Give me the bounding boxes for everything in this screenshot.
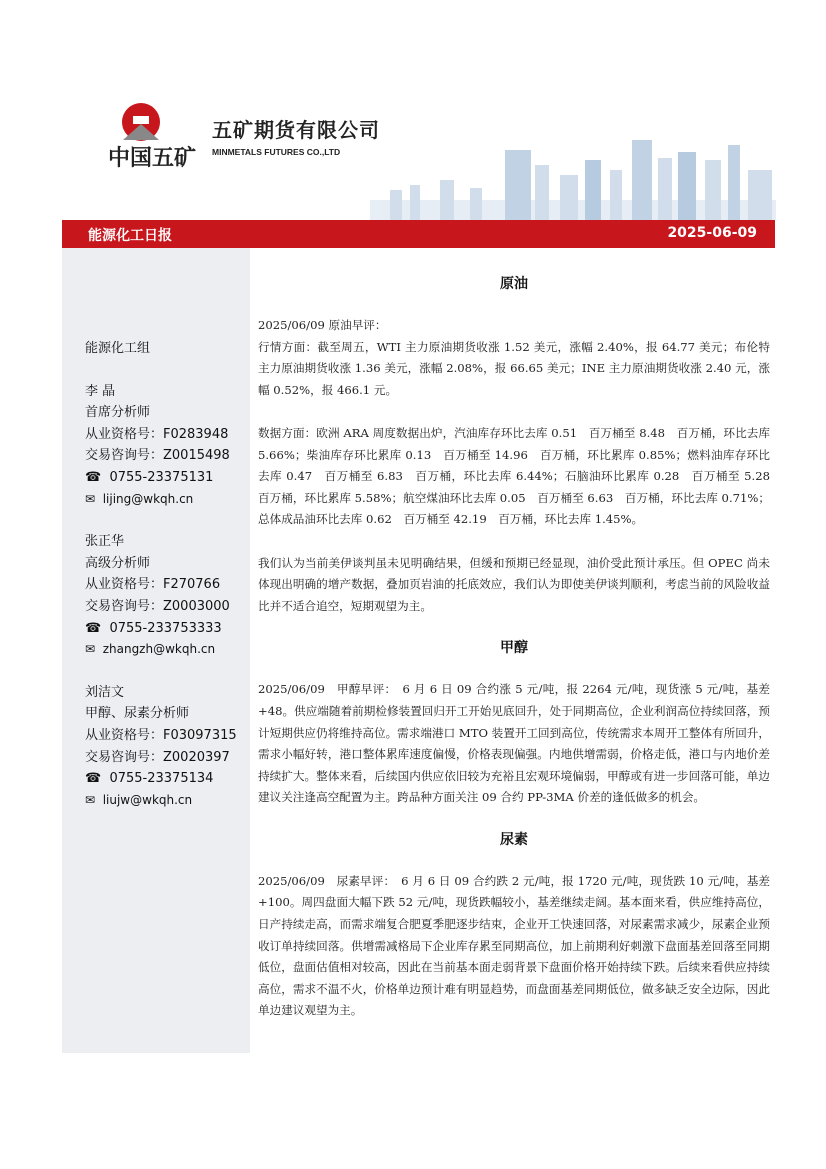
analyst-card: [85, 682, 250, 812]
analyst-consult-number: 交易咨询号：Z0020397: [85, 749, 230, 765]
analyst-title: 甲醇、尿素分析师: [85, 706, 190, 722]
company-name-cn: 五矿期货有限公司: [212, 118, 380, 142]
analyst-consult-number: 交易咨询号：Z0015498: [85, 448, 230, 464]
report-date: 2025-06-09: [667, 225, 757, 241]
analyst-card: [85, 531, 250, 661]
report-title: 能源化工日报: [88, 228, 172, 244]
analyst-name: 刘洁文: [85, 684, 125, 700]
city-skyline-banner: [370, 130, 776, 220]
logo-text: 中国五矿: [108, 146, 197, 171]
mail-icon: ✉: [85, 642, 96, 657]
analyst-phone: 0755-233753333: [109, 620, 222, 636]
mail-icon: ✉: [85, 792, 96, 807]
analyst-qualification: 从业资格号：F0283948: [85, 426, 229, 442]
phone-icon: ☎: [85, 620, 102, 636]
phone-icon: ☎: [85, 469, 102, 485]
report-body: [258, 248, 782, 1022]
analyst-name: 张正华: [85, 534, 125, 550]
section-title-urea: 尿素: [500, 831, 528, 848]
company-name-en: MINMETALS FUTURES CO.,LTD: [212, 147, 341, 157]
crude-oil-view-paragraph: 我们认为当前美伊谈判虽未见明确结果，但缓和预期已经显现，油价受此预计承压。但 OPEC 尚未体现出明确的增产数据，叠加页岩油的托底效应，我们认为即使美伊谈判顺利，考虑当前的风险收益比并不适合追空，短期观望为主。: [258, 555, 770, 613]
section-title-methanol: 甲醇: [500, 640, 528, 657]
section-title-crude-oil: 原油: [500, 276, 528, 292]
analyst-phone: 0755-23375134: [109, 771, 214, 787]
urea-paragraph: 2025/06/09 尿素早评： 6 月 6 日 09 合约跌 2 元/吨，报 1720 元/吨，现货跌 10 元/吨，基差+100。周四盘面大幅下跌 52 元/吨，现货跌幅较小，基差继续走阔。基本面来看，供应维持高位，日产持续走高，而需求端复合肥夏季肥逐步结束，企业开工快速回落，对尿素需求减少，尿素企业预收订单持续回落。供增需减格局下企业库存累至同期高位，加上前期利好刺激下盘面基差回落至同期低位，盘面估值相对较高，因此在当前基本面走弱背景下盘面价格开始持续下跌。后续来看供应持续高位，需求不温不火，价格单边预计难有明显趋势，而盘面基差同期低位，做多缺乏安全边际，因此单边建议观望为主。: [258, 873, 770, 1018]
analyst-sidebar: [62, 248, 250, 1053]
group-name: 能源化工组: [85, 341, 151, 356]
analyst-title: 高级分析师: [85, 555, 151, 571]
analyst-phone: 0755-23375131: [109, 469, 214, 485]
mail-icon: ✉: [85, 491, 96, 506]
analyst-card: [85, 381, 250, 511]
phone-icon: ☎: [85, 771, 102, 787]
methanol-paragraph: 2025/06/09 甲醇早评： 6 月 6 日 09 合约涨 5 元/吨，报 2264 元/吨，现货涨 5 元/吨，基差+48。供应端随着前期检修装置回归开工开始见底回升，处于同期高位，企业利润高位持续回落，预计短期供应仍将维持高位。需求端港口 MTO 装置开工回到高位，传统需求本周开工整体有所回升，需求小幅好转，港口整体累库速度偏慢，价格表现偏强。内地供增需弱，价格走低，港口与内地价差持续扩大。整体来看，后续国内供应依旧较为充裕且宏观环境偏弱，甲醇或有进一步回落可能，单边建议关注逢高空配置为主。跨品种方面关注 09 合约 PP-3MA 价差的逢低做多的机会。: [258, 682, 770, 805]
analyst-qualification: 从业资格号：F03097315: [85, 727, 237, 743]
analyst-name: 李 晶: [85, 383, 116, 399]
analyst-email[interactable]: zhangzh@wkqh.cn: [102, 642, 216, 657]
report-title-bar: [62, 220, 775, 248]
analyst-email[interactable]: liujw@wkqh.cn: [102, 792, 193, 807]
analyst-qualification: 从业资格号：F270766: [85, 577, 221, 593]
analyst-consult-number: 交易咨询号：Z0003000: [85, 598, 230, 614]
crude-oil-data-paragraph: 数据方面：欧洲 ARA 周度数据出炉，汽油库存环比去库 0.51 百万桶至 8.48 百万桶，环比去库 5.66%；柴油库存环比累库 0.13 百万桶至 14.96 百万桶，环比累库 0.85%；燃料油库存环比去库 0.47 百万桶至 6.83 百万桶，环比去库 6.44%；石脑油环比累库 0.28 百万桶至 5.28 百万桶，环比累库 5.58%；航空煤油环比去库 0.05 百万桶至 6.63 百万桶，环比去库 0.71%；总体成品油环比去库 0.62 百万桶至 42.19 百万桶，环比去库 1.45%。: [258, 425, 782, 527]
crude-oil-market-paragraph: 2025/06/09 原油早评： 行情方面：截至周五，WTI 主力原油期货收涨 1.52 美元，涨幅 2.40%，报 64.77 美元；布伦特主力原油期货收涨 1.36 美元，涨幅 2.08%，报 66.65 美元；INE 主力原油期货收涨 2.40 元，涨幅 0.52%，报 466.1 元。: [258, 318, 770, 397]
analyst-title: 首席分析师: [85, 405, 151, 421]
analyst-email[interactable]: lijing@wkqh.cn: [102, 491, 194, 506]
minmetals-logo: [105, 100, 205, 146]
